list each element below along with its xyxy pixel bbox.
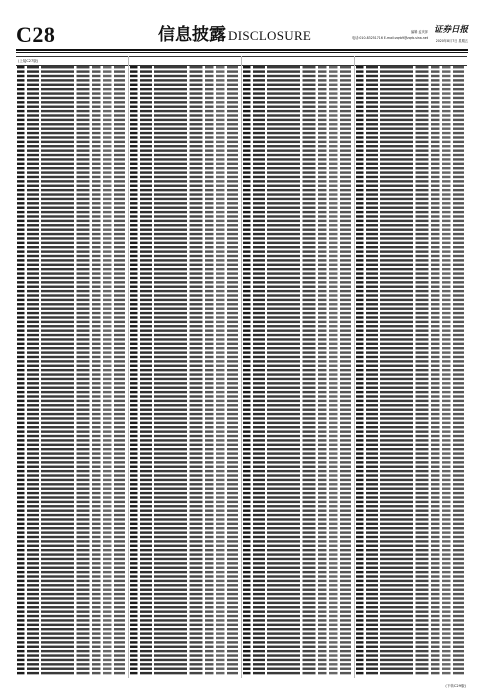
- issue-date: 2020年8月7日 星期五: [435, 39, 468, 43]
- column-header: [129, 56, 241, 66]
- header-rule-thick: [16, 49, 468, 51]
- column-header: [355, 56, 467, 66]
- section-title: [158, 24, 311, 47]
- column-header: (上接C27版): [16, 56, 128, 66]
- column-header: [242, 56, 354, 66]
- continued-note: (下转C29版): [445, 684, 466, 688]
- contact-line: 电话:010-83251716 E-mail:zqrb9@zqrb.sina.net: [351, 36, 428, 40]
- section-subtitle: DISCLOSURE: [228, 28, 312, 43]
- table-rows: [17, 66, 127, 676]
- header-rule-thin: [16, 52, 468, 53]
- brand-logo: 证券日报: [433, 25, 468, 35]
- table-rows: [243, 66, 353, 676]
- section-title-cn: 信息披露: [158, 25, 226, 45]
- table-column-2: [129, 56, 242, 678]
- page-number: C28: [16, 22, 56, 47]
- table-rows: [130, 66, 240, 676]
- disclosure-table-area: [16, 56, 468, 678]
- masthead: [16, 24, 468, 48]
- table-rows: [356, 66, 466, 676]
- editor-line: 编辑 孟庆萍: [411, 30, 428, 34]
- masthead-meta: [324, 29, 428, 41]
- table-column-3: [242, 56, 355, 678]
- table-column-4: [355, 56, 467, 678]
- table-column-1: [16, 56, 129, 678]
